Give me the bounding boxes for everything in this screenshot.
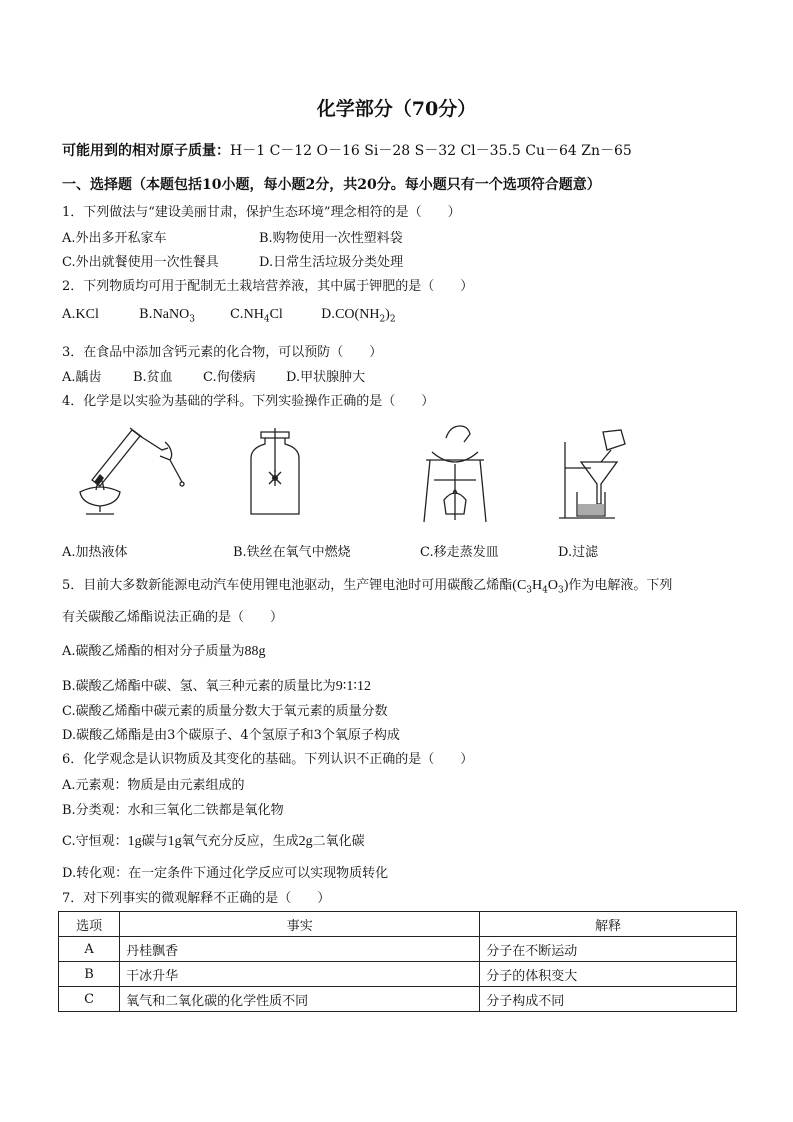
q6-stem: 6．化学观念是认识物质及其变化的基础。下列认识不正确的是（ ） — [62, 752, 474, 767]
q1-option-d: D.日常生活垃圾分类处理 — [259, 255, 404, 270]
q2-option-b: B.NaNO$_3$ — [139, 307, 195, 325]
figure-evaporating-dish — [420, 420, 490, 525]
row-option: C — [59, 987, 120, 1012]
q3-option-a: A.龋齿 — [62, 370, 102, 385]
q3-stem: 3．在食品中添加含钙元素的化合物，可以预防（ ） — [62, 345, 383, 360]
q5-option-c: C.碳酸乙烯酯中碳元素的质量分数大于氧元素的质量分数 — [62, 704, 388, 719]
q4-option-d: D.过滤 — [558, 545, 599, 560]
figure-iron-burning — [245, 428, 305, 520]
q5-option-b: B.碳酸乙烯酯中碳、氢、氧三种元素的质量比为9∶1∶12 — [62, 679, 371, 694]
q6-option-a: A.元素观：物质是由元素组成的 — [62, 778, 245, 793]
figure-filtration — [555, 428, 630, 520]
q5-stem-cont: 有关碳酸乙烯酯说法正确的是（ ） — [62, 610, 284, 625]
page-title: 化学部分（70分） — [316, 98, 477, 120]
row-explanation: 分子的体积变大 — [480, 962, 737, 987]
row-fact: 氧气和二氧化碳的化学性质不同 — [120, 987, 480, 1012]
figure-heating-liquid — [70, 420, 185, 520]
header-explanation: 解释 — [480, 912, 737, 937]
q6-option-d: D.转化观：在一定条件下通过化学反应可以实现物质转化 — [62, 866, 389, 881]
q4-option-b: B.铁丝在氧气中燃烧 — [233, 545, 351, 560]
table-row — [59, 937, 737, 962]
q4-option-c: C.移走蒸发皿 — [420, 545, 499, 560]
q2-option-a: A.KCl — [62, 307, 99, 322]
q3-option-b: B.贫血 — [133, 370, 173, 385]
q4-stem: 4．化学是以实验为基础的学科。下列实验操作正确的是（ ） — [62, 394, 435, 409]
q7-stem: 7．对下列事实的微观解释不正确的是（ ） — [62, 891, 331, 906]
q3-option-d: D.甲状腺肿大 — [286, 370, 366, 385]
q6-option-b: B.分类观：水和三氧化二铁都是氧化物 — [62, 803, 284, 818]
row-option: A — [59, 937, 120, 962]
row-fact: 干冰升华 — [120, 962, 480, 987]
q3-option-c: C.佝偻病 — [203, 370, 256, 385]
q2-option-c: $C.NH_4Cl$ — [230, 307, 283, 325]
atomic-masses — [62, 140, 632, 160]
q1-option-c: C.外出就餐使用一次性餐具 — [62, 255, 219, 270]
q4-option-a: A.加热液体 — [62, 545, 128, 560]
q5-option-d: D.碳酸乙烯酯是由3个碳原子、4个氢原子和3个氧原子构成 — [62, 728, 400, 743]
header-option: 选项 — [59, 912, 120, 937]
table-header-row — [59, 912, 737, 937]
q1-stem: 1．下列做法与“建设美丽甘肃，保护生态环境”理念相符的是（ ） — [62, 205, 461, 220]
header-fact: 事实 — [120, 912, 480, 937]
q7-table — [58, 911, 737, 1012]
row-fact: 丹桂飘香 — [120, 937, 480, 962]
atomic-masses-label: 可能用到的相对原子质量： — [62, 143, 230, 159]
row-option: B — [59, 962, 120, 987]
q1-option-a: A.外出多开私家车 — [62, 231, 167, 246]
q6-option-c: C.守恒观：1g碳与1g氧气充分反应，生成2g二氧化碳 — [62, 834, 365, 849]
q2-stem: 2．下列物质均可用于配制无土栽培营养液，其中属于钾肥的是（ ） — [62, 279, 474, 294]
atomic-masses-values: H－1 C－12 O－16 Si－28 S－32 Cl－35.5 Cu－64 Zn－65 — [230, 143, 632, 159]
q2-option-d: $D.CO(NH_2)_2$ — [321, 307, 396, 325]
section-heading: 一、选择题（本题包括10小题，每小题2分，共20分。每小题只有一个选项符合题意） — [62, 177, 601, 193]
table-row — [59, 987, 737, 1012]
q5-option-a: A.碳酸乙烯酯的相对分子质量为88g — [62, 644, 266, 659]
row-explanation: 分子在不断运动 — [480, 937, 737, 962]
q1-option-b: B.购物使用一次性塑料袋 — [259, 231, 403, 246]
row-explanation: 分子构成不同 — [480, 987, 737, 1012]
q5-stem: 5．目前大多数新能源电动汽车使用锂电池驱动，生产锂电池时可用碳酸乙烯酯$(C_3H_4O_3)$作为电解液。下列 — [62, 578, 673, 596]
table-row — [59, 962, 737, 987]
